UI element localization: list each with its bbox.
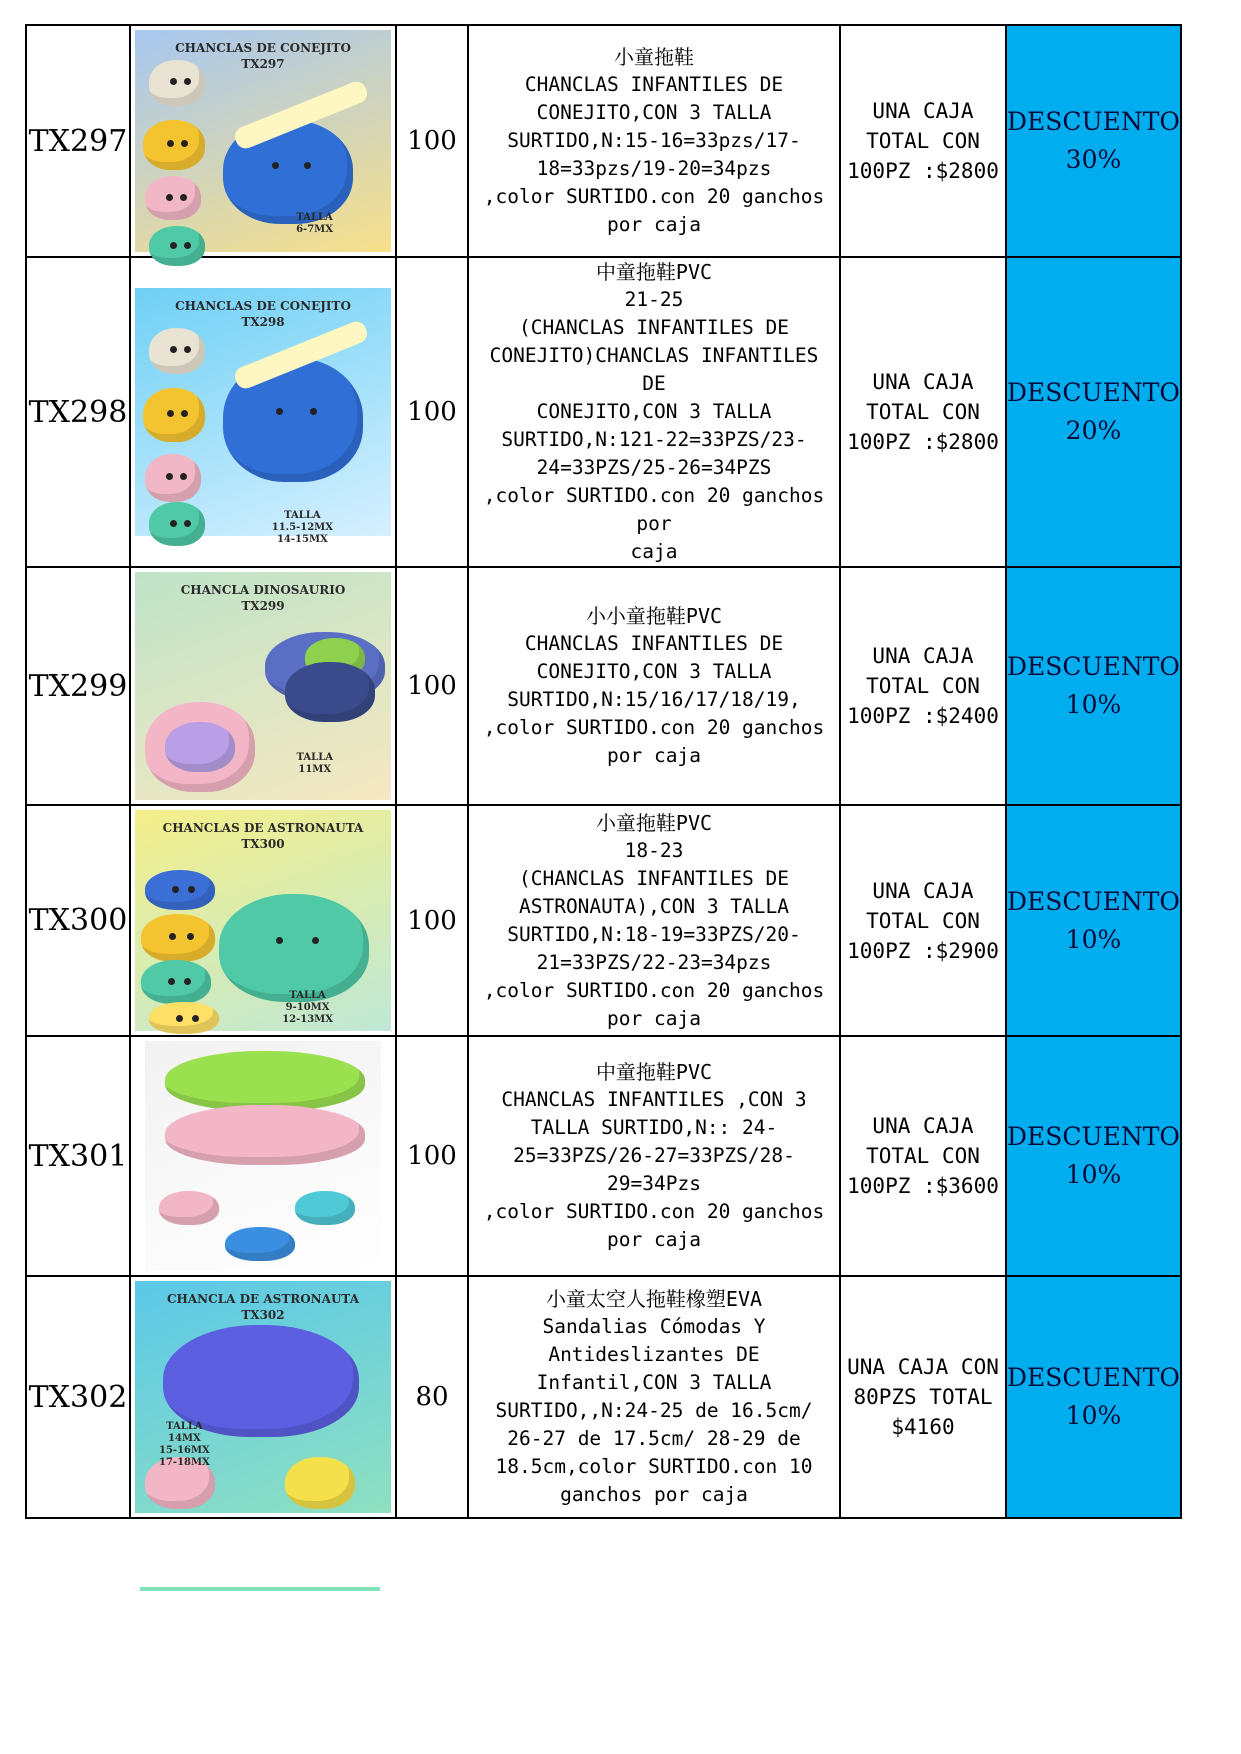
slipper-illustration (159, 1191, 219, 1225)
product-description (468, 1036, 840, 1276)
product-row (26, 567, 1181, 805)
slipper-eye (170, 520, 177, 527)
product-description (468, 1276, 840, 1518)
description-line: SURTIDO,N:18-19=33PZS/20- (507, 922, 801, 946)
photo-size-line: 17-18MX (159, 1457, 210, 1468)
price-line: UNA CAJA (872, 99, 974, 123)
photo-size-line: TALLA (296, 752, 333, 763)
product-code: TX297 (26, 25, 130, 257)
slipper-illustration (143, 388, 205, 442)
product-photo (135, 810, 391, 1031)
discount-label: DESCUENTO (1007, 886, 1180, 916)
product-code: TX298 (26, 257, 130, 567)
description-line: SURTIDO,,N:24-25 de 16.5cm/ (495, 1399, 813, 1422)
photo-title-line: TX298 (241, 315, 285, 329)
slipper-illustration (149, 1002, 219, 1034)
description-line: 中童拖鞋PVC (595, 1060, 713, 1084)
slipper-illustration (143, 120, 205, 170)
image-edge-strip (140, 1587, 380, 1591)
photo-title-line: CHANCLA DE ASTRONAUTA (166, 1292, 360, 1306)
description-line: 小童太空人拖鞋橡塑EVA (545, 1287, 763, 1311)
product-photo (135, 1281, 391, 1513)
slipper-eye (184, 78, 191, 85)
photo-size-label (159, 1421, 210, 1469)
product-row (26, 805, 1181, 1036)
discount-percent: 10% (1065, 1401, 1122, 1430)
slipper-illustration (165, 1105, 365, 1165)
slipper-illustration (141, 960, 211, 1004)
photo-size-line: TALLA (289, 990, 326, 1001)
price-line: 100PZ :$3600 (847, 1174, 999, 1198)
photo-title-line: TX302 (241, 1308, 285, 1322)
slipper-illustration (225, 1227, 295, 1261)
product-price (840, 1036, 1006, 1276)
discount-badge (1006, 805, 1181, 1036)
product-image-cell (130, 805, 396, 1036)
slipper-eye (184, 242, 191, 249)
slipper-eye (184, 346, 191, 353)
price-line: UNA CAJA (872, 644, 974, 668)
photo-size-line: 6-7MX (296, 224, 333, 235)
product-description (468, 805, 840, 1036)
slipper-illustration (145, 870, 215, 910)
product-quantity: 100 (396, 805, 468, 1036)
photo-title-line: CHANCLAS DE CONEJITO (175, 299, 351, 313)
photo-size-label (272, 510, 333, 546)
product-price (840, 805, 1006, 1036)
discount-badge (1006, 1036, 1181, 1276)
photo-size-line: 11MX (298, 764, 332, 775)
product-photo (145, 1041, 381, 1271)
photo-title (135, 582, 391, 614)
slipper-eye (168, 978, 175, 985)
discount-badge (1006, 567, 1181, 805)
photo-title (135, 820, 391, 852)
price-line: TOTAL CON (866, 1144, 980, 1168)
price-line: 100PZ :$2800 (847, 430, 999, 454)
product-description (468, 567, 840, 805)
product-code: TX302 (26, 1276, 130, 1518)
slipper-eye (172, 886, 179, 893)
slipper-eye (187, 933, 194, 940)
photo-title-line: TX300 (241, 837, 285, 851)
price-line: TOTAL CON (866, 908, 980, 933)
slipper-eye (181, 410, 188, 417)
discount-label: DESCUENTO (1007, 1363, 1180, 1392)
photo-size-line: 9-10MX (285, 1002, 330, 1013)
description-line: 小童拖鞋 (614, 45, 694, 69)
slipper-illustration (149, 328, 205, 374)
photo-size-line: TALLA (284, 510, 321, 521)
description-line: 中童拖鞋PVC (595, 260, 713, 284)
slipper-illustration (285, 662, 375, 722)
description-line: (CHANCLAS INFANTILES DE (518, 316, 790, 339)
discount-badge (1006, 25, 1181, 257)
price-line: UNA CAJA (872, 878, 974, 903)
photo-size-line: 14-15MX (276, 534, 328, 545)
description-line: CHANCLAS INFANTILES ,CON 3 (501, 1088, 807, 1111)
slipper-eye (180, 473, 187, 480)
discount-label: DESCUENTO (1007, 378, 1180, 407)
discount-label: DESCUENTO (1007, 652, 1180, 681)
description-line: 21=33PZS/22-23=34pzs (536, 950, 772, 974)
photo-size-label (282, 990, 333, 1026)
slipper-illustration (145, 454, 201, 502)
slipper-illustration (295, 1191, 355, 1225)
photo-title-line: TX299 (241, 599, 285, 613)
product-photo (135, 30, 391, 252)
discount-percent: 20% (1065, 416, 1122, 445)
description-line: Sandalias Cómodas Y (542, 1315, 766, 1338)
slipper-eye (188, 886, 195, 893)
description-line: Antideslizantes DE (548, 1343, 760, 1366)
description-line: 小童拖鞋PVC (595, 810, 713, 835)
product-quantity: 100 (396, 257, 468, 567)
slipper-illustration (145, 176, 201, 220)
description-line: 24=33PZS/25-26=34PZS (536, 456, 772, 479)
photo-size-line: TALLA (296, 212, 333, 223)
description-line: CONEJITO,CON 3 TALLA (536, 660, 772, 683)
description-line: ,color SURTIDO.con 20 ganchos (483, 185, 825, 208)
product-row (26, 25, 1181, 257)
photo-size-line: 14MX (168, 1433, 201, 1444)
photo-size-label (297, 752, 333, 776)
product-image-cell (130, 1036, 396, 1276)
product-row (26, 1036, 1181, 1276)
photo-size-line: 11.5-12MX (271, 522, 333, 533)
slipper-eye (176, 1015, 183, 1022)
discount-badge (1006, 1276, 1181, 1518)
description-line: 小小童拖鞋PVC (585, 604, 723, 628)
price-line: $4160 (891, 1415, 955, 1439)
photo-title-line: CHANCLAS DE CONEJITO (175, 41, 351, 55)
product-code: TX301 (26, 1036, 130, 1276)
price-line: TOTAL CON (866, 400, 980, 424)
slipper-eye (184, 978, 191, 985)
price-line: UNA CAJA CON (847, 1355, 999, 1379)
photo-size-line: 12-13MX (282, 1014, 333, 1025)
description-line: por caja (607, 744, 701, 767)
discount-label: DESCUENTO (1007, 1122, 1180, 1151)
description-line: ganchos por caja (560, 1483, 748, 1506)
product-table-body (26, 25, 1181, 1518)
slipper-eye (169, 933, 176, 940)
slipper-illustration (141, 914, 215, 962)
product-quantity: 100 (396, 1036, 468, 1276)
price-line: TOTAL CON (866, 129, 980, 153)
slipper-illustration (165, 1051, 365, 1111)
discount-percent: 10% (1065, 1160, 1122, 1189)
slipper-eye (166, 473, 173, 480)
description-line: CHANCLAS INFANTILES DE (524, 632, 784, 655)
slipper-eye (304, 162, 311, 169)
product-photo (135, 572, 391, 800)
slipper-illustration (149, 502, 205, 546)
description-line: TALLA SURTIDO,N:: 24- (530, 1116, 778, 1139)
product-price (840, 567, 1006, 805)
discount-percent: 10% (1065, 924, 1122, 954)
product-image-cell (130, 1276, 396, 1518)
slipper-illustration (165, 722, 235, 772)
product-row (26, 1276, 1181, 1518)
description-line: 29=34Pzs (607, 1172, 701, 1195)
description-line: CHANCLAS INFANTILES DE (524, 73, 784, 96)
price-line: 100PZ :$2400 (847, 704, 999, 728)
description-line: SURTIDO,N:15/16/17/18/19, (507, 688, 801, 711)
price-line: 80PZS TOTAL (853, 1385, 993, 1409)
product-price (840, 25, 1006, 257)
product-photo (135, 288, 391, 545)
product-price (840, 257, 1006, 567)
photo-size-label (296, 212, 333, 236)
slipper-eye (276, 408, 283, 415)
description-line: ,color SURTIDO.con 20 ganchos (483, 716, 825, 739)
product-quantity: 80 (396, 1276, 468, 1518)
slipper-eye (170, 242, 177, 249)
description-line: CONEJITO)CHANCLAS INFANTILES DE (489, 344, 819, 395)
product-quantity: 100 (396, 25, 468, 257)
photo-title-line: CHANCLAS DE ASTRONAUTA (162, 821, 364, 835)
slipper-illustration (285, 1457, 355, 1509)
slipper-eye (192, 1015, 199, 1022)
description-line: por caja (607, 1228, 701, 1251)
slipper-illustration (149, 226, 205, 266)
photo-title-line: CHANCLA DINOSAURIO (180, 583, 346, 597)
description-line: 21-25 (624, 288, 684, 311)
description-line: Infantil,CON 3 TALLA (536, 1371, 772, 1394)
description-line: CONEJITO,CON 3 TALLA (536, 400, 772, 423)
price-line: 100PZ :$2800 (847, 159, 999, 183)
slipper-eye (310, 408, 317, 415)
product-price (840, 1276, 1006, 1518)
product-description (468, 257, 840, 567)
discount-percent: 30% (1065, 145, 1122, 174)
slipper-illustration (219, 894, 369, 1002)
slipper-eye (180, 194, 187, 201)
description-line: ASTRONAUTA),CON 3 TALLA (518, 894, 790, 918)
product-description (468, 25, 840, 257)
description-line: ,color SURTIDO.con 20 ganchos (483, 1200, 825, 1223)
product-quantity: 100 (396, 567, 468, 805)
product-row (26, 257, 1181, 567)
slipper-eye (184, 520, 191, 527)
description-line: SURTIDO,N:121-22=33PZS/23- (501, 428, 807, 451)
description-line: 25=33PZS/26-27=33PZS/28- (513, 1144, 795, 1167)
slipper-eye (170, 78, 177, 85)
description-line: SURTIDO,N:15-16=33pzs/17- (507, 129, 801, 152)
discount-label: DESCUENTO (1007, 107, 1180, 136)
photo-size-line: TALLA (166, 1421, 203, 1432)
description-line: por caja (607, 213, 701, 236)
photo-size-line: 15-16MX (159, 1445, 210, 1456)
description-line: (CHANCLAS INFANTILES DE (518, 866, 790, 890)
slipper-eye (166, 194, 173, 201)
photo-title-line: TX297 (241, 57, 285, 71)
product-code: TX299 (26, 567, 130, 805)
description-line: 18=33pzs/19-20=34pzs (536, 157, 772, 180)
product-image-cell (130, 257, 396, 567)
description-line: CONEJITO,CON 3 TALLA (536, 101, 772, 124)
description-line: ,color SURTIDO.con 20 ganchos (483, 978, 825, 1002)
description-line: por caja (607, 1006, 701, 1030)
slipper-eye (181, 140, 188, 147)
photo-title (135, 1291, 391, 1323)
slipper-eye (170, 346, 177, 353)
price-line: TOTAL CON (866, 674, 980, 698)
description-line: ,color SURTIDO.con 20 ganchos por (483, 484, 825, 535)
product-code: TX300 (26, 805, 130, 1036)
slipper-eye (167, 410, 174, 417)
description-line: 18-23 (624, 838, 684, 862)
price-line: UNA CAJA (872, 370, 974, 394)
slipper-eye (167, 140, 174, 147)
discount-badge (1006, 257, 1181, 567)
price-line: 100PZ :$2900 (847, 938, 999, 963)
slipper-eye (272, 162, 279, 169)
slipper-eye (312, 937, 319, 944)
discount-percent: 10% (1065, 690, 1122, 719)
product-table (25, 24, 1182, 1519)
description-line: caja (630, 540, 678, 563)
product-image-cell (130, 25, 396, 257)
price-line: UNA CAJA (872, 1114, 974, 1138)
description-line: 18.5cm,color SURTIDO.con 10 (495, 1455, 813, 1478)
slipper-eye (276, 937, 283, 944)
product-image-cell (130, 567, 396, 805)
slipper-illustration (149, 60, 205, 106)
description-line: 26-27 de 17.5cm/ 28-29 de (507, 1427, 801, 1450)
